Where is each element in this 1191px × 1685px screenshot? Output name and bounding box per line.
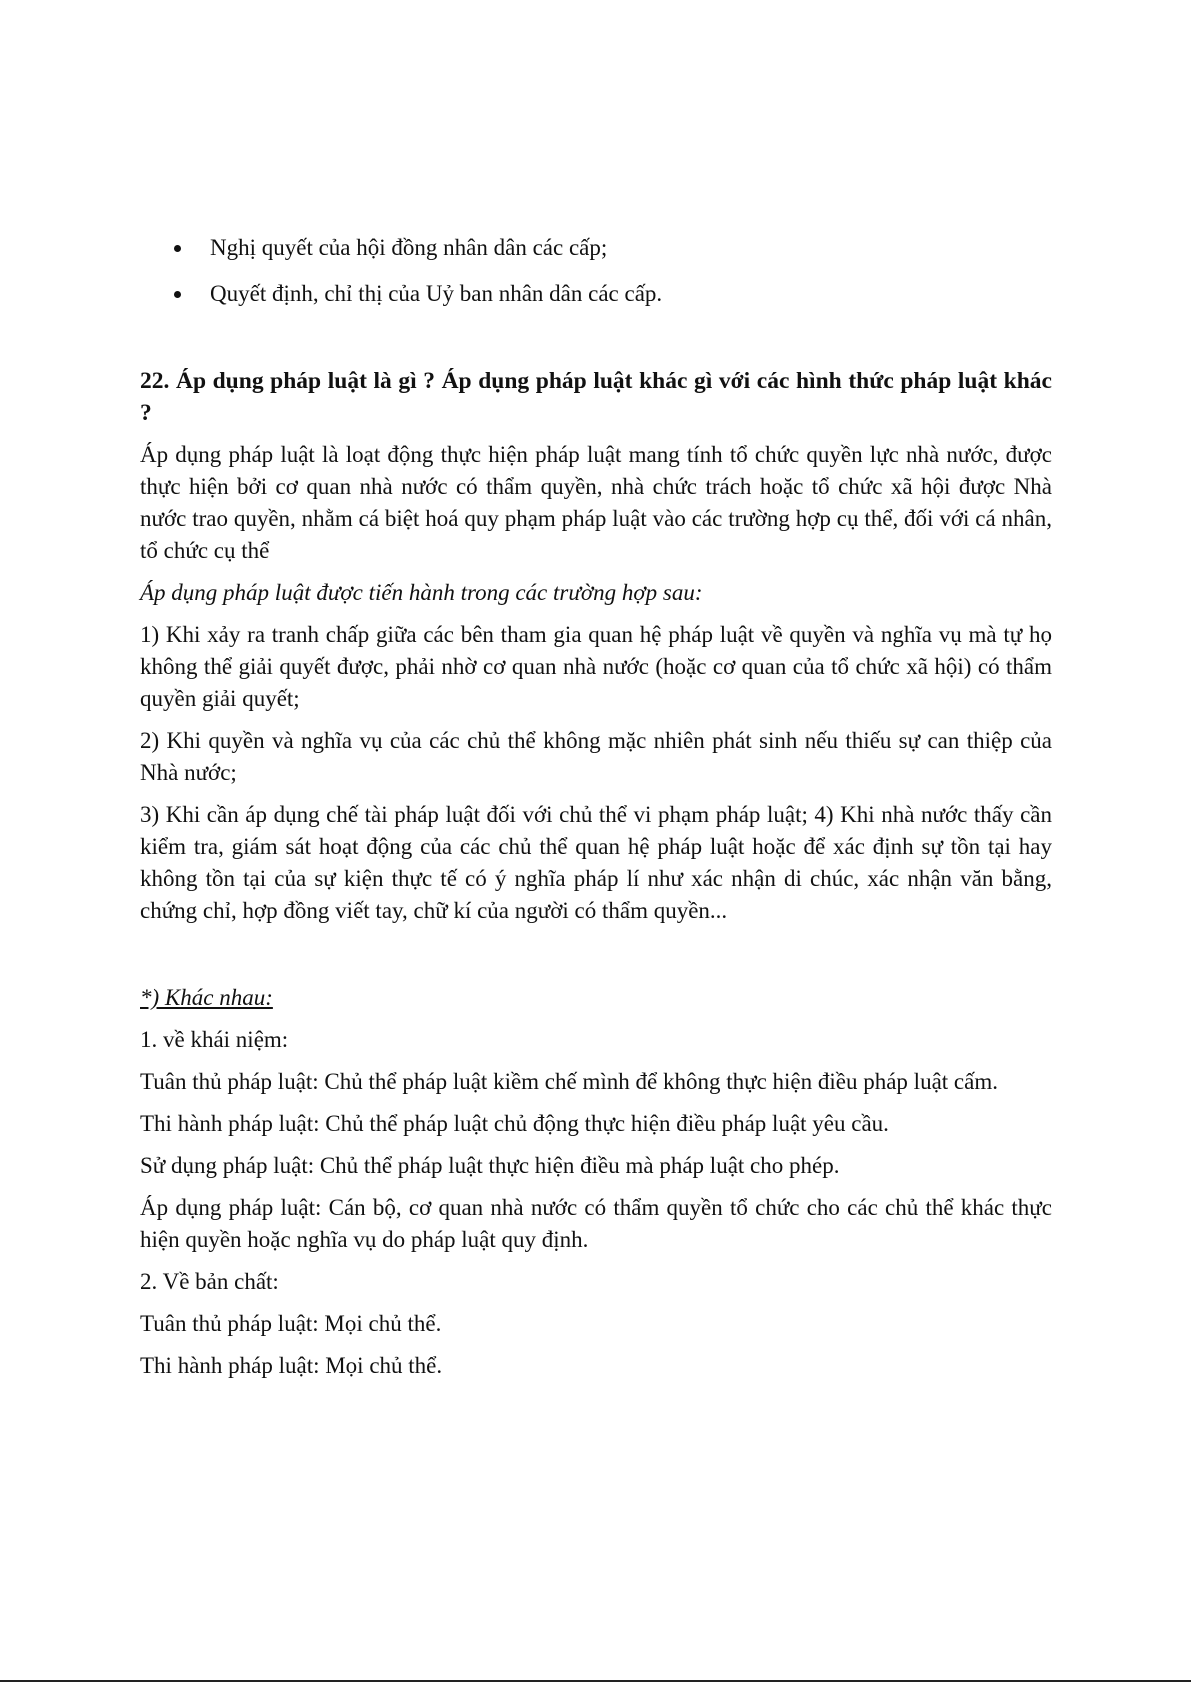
nature-thi-hanh: Thi hành pháp luật: Mọi chủ thể. [140, 1353, 443, 1378]
concept-tuan-thu: Tuân thủ pháp luật: Chủ thể pháp luật kiềm chế mình để không thực hiện điều pháp luật cấm. [140, 1069, 998, 1094]
bullet-list [140, 232, 1052, 310]
concept-su-dung: Sử dụng pháp luật: Chủ thể pháp luật thực hiện điều mà pháp luật cho phép. [140, 1153, 840, 1178]
case-3-paragraph: 3) Khi cần áp dụng chế tài pháp luật đối với chủ thể vi phạm pháp luật; 4) Khi nhà nước thấy cần kiểm tra, giám sát hoạt động của các chủ thể quan hệ pháp luật hoặc để xác định sự tồn tại hay không tồn tại của sự kiện thực tế có ý nghĩa pháp lí như xác nhận di chúc, xác nhận văn bằng, chứng chỉ, hợp đồng viết tay, chữ kí của người có thẩm quyền... [140, 802, 1052, 923]
list-item-text: Nghị quyết của hội đồng nhân dân các cấp; [210, 235, 608, 260]
cases-heading: Áp dụng pháp luật được tiến hành trong các trường hợp sau: [140, 580, 703, 605]
case-2-paragraph: 2) Khi quyền và nghĩa vụ của các chủ thể không mặc nhiên phát sinh nếu thiếu sự can thiệp của Nhà nước; [140, 728, 1052, 785]
list-item [140, 232, 1052, 264]
bullet-icon [174, 291, 181, 298]
nature-tuan-thu: Tuân thủ pháp luật: Mọi chủ thể. [140, 1311, 442, 1336]
question-heading: 22. Áp dụng pháp luật là gì ? Áp dụng pháp luật khác gì với các hình thức pháp luật khác ? [140, 368, 1052, 426]
concept-thi-hanh: Thi hành pháp luật: Chủ thể pháp luật chủ động thực hiện điều pháp luật yêu cầu. [140, 1111, 889, 1136]
bullet-icon [174, 245, 181, 252]
concept-ap-dung: Áp dụng pháp luật: Cán bộ, cơ quan nhà nước có thẩm quyền tổ chức cho các chủ thể khác thực hiện quyền hoặc nghĩa vụ do pháp luật quy định. [140, 1195, 1052, 1252]
nature-heading: 2. Về bản chất: [140, 1269, 279, 1294]
definition-paragraph: Áp dụng pháp luật là loạt động thực hiện pháp luật mang tính tổ chức quyền lực nhà nước, được thực hiện bởi cơ quan nhà nước có thẩm quyền, nhà chức trách hoặc tổ chức xã hội được Nhà nước trao quyền, nhằm cá biệt hoá quy phạm pháp luật vào các trường hợp cụ thể, đối với cá nhân, tổ chức cụ thể [140, 442, 1052, 563]
list-item [140, 278, 1052, 310]
list-item-text: Quyết định, chỉ thị của Uỷ ban nhân dân các cấp. [210, 281, 663, 306]
page-content [140, 232, 1052, 1392]
differences-heading: *) Khác nhau: [140, 985, 273, 1010]
case-1-paragraph: 1) Khi xảy ra tranh chấp giữa các bên tham gia quan hệ pháp luật về quyền và nghĩa vụ mà tự họ không thể giải quyết được, phải nhờ cơ quan nhà nước (hoặc cơ quan của tổ chức xã hội) có thẩm quyền giải quyết; [140, 622, 1052, 711]
concept-heading: 1. về khái niệm: [140, 1027, 289, 1052]
page-bottom-divider [0, 1680, 1191, 1682]
